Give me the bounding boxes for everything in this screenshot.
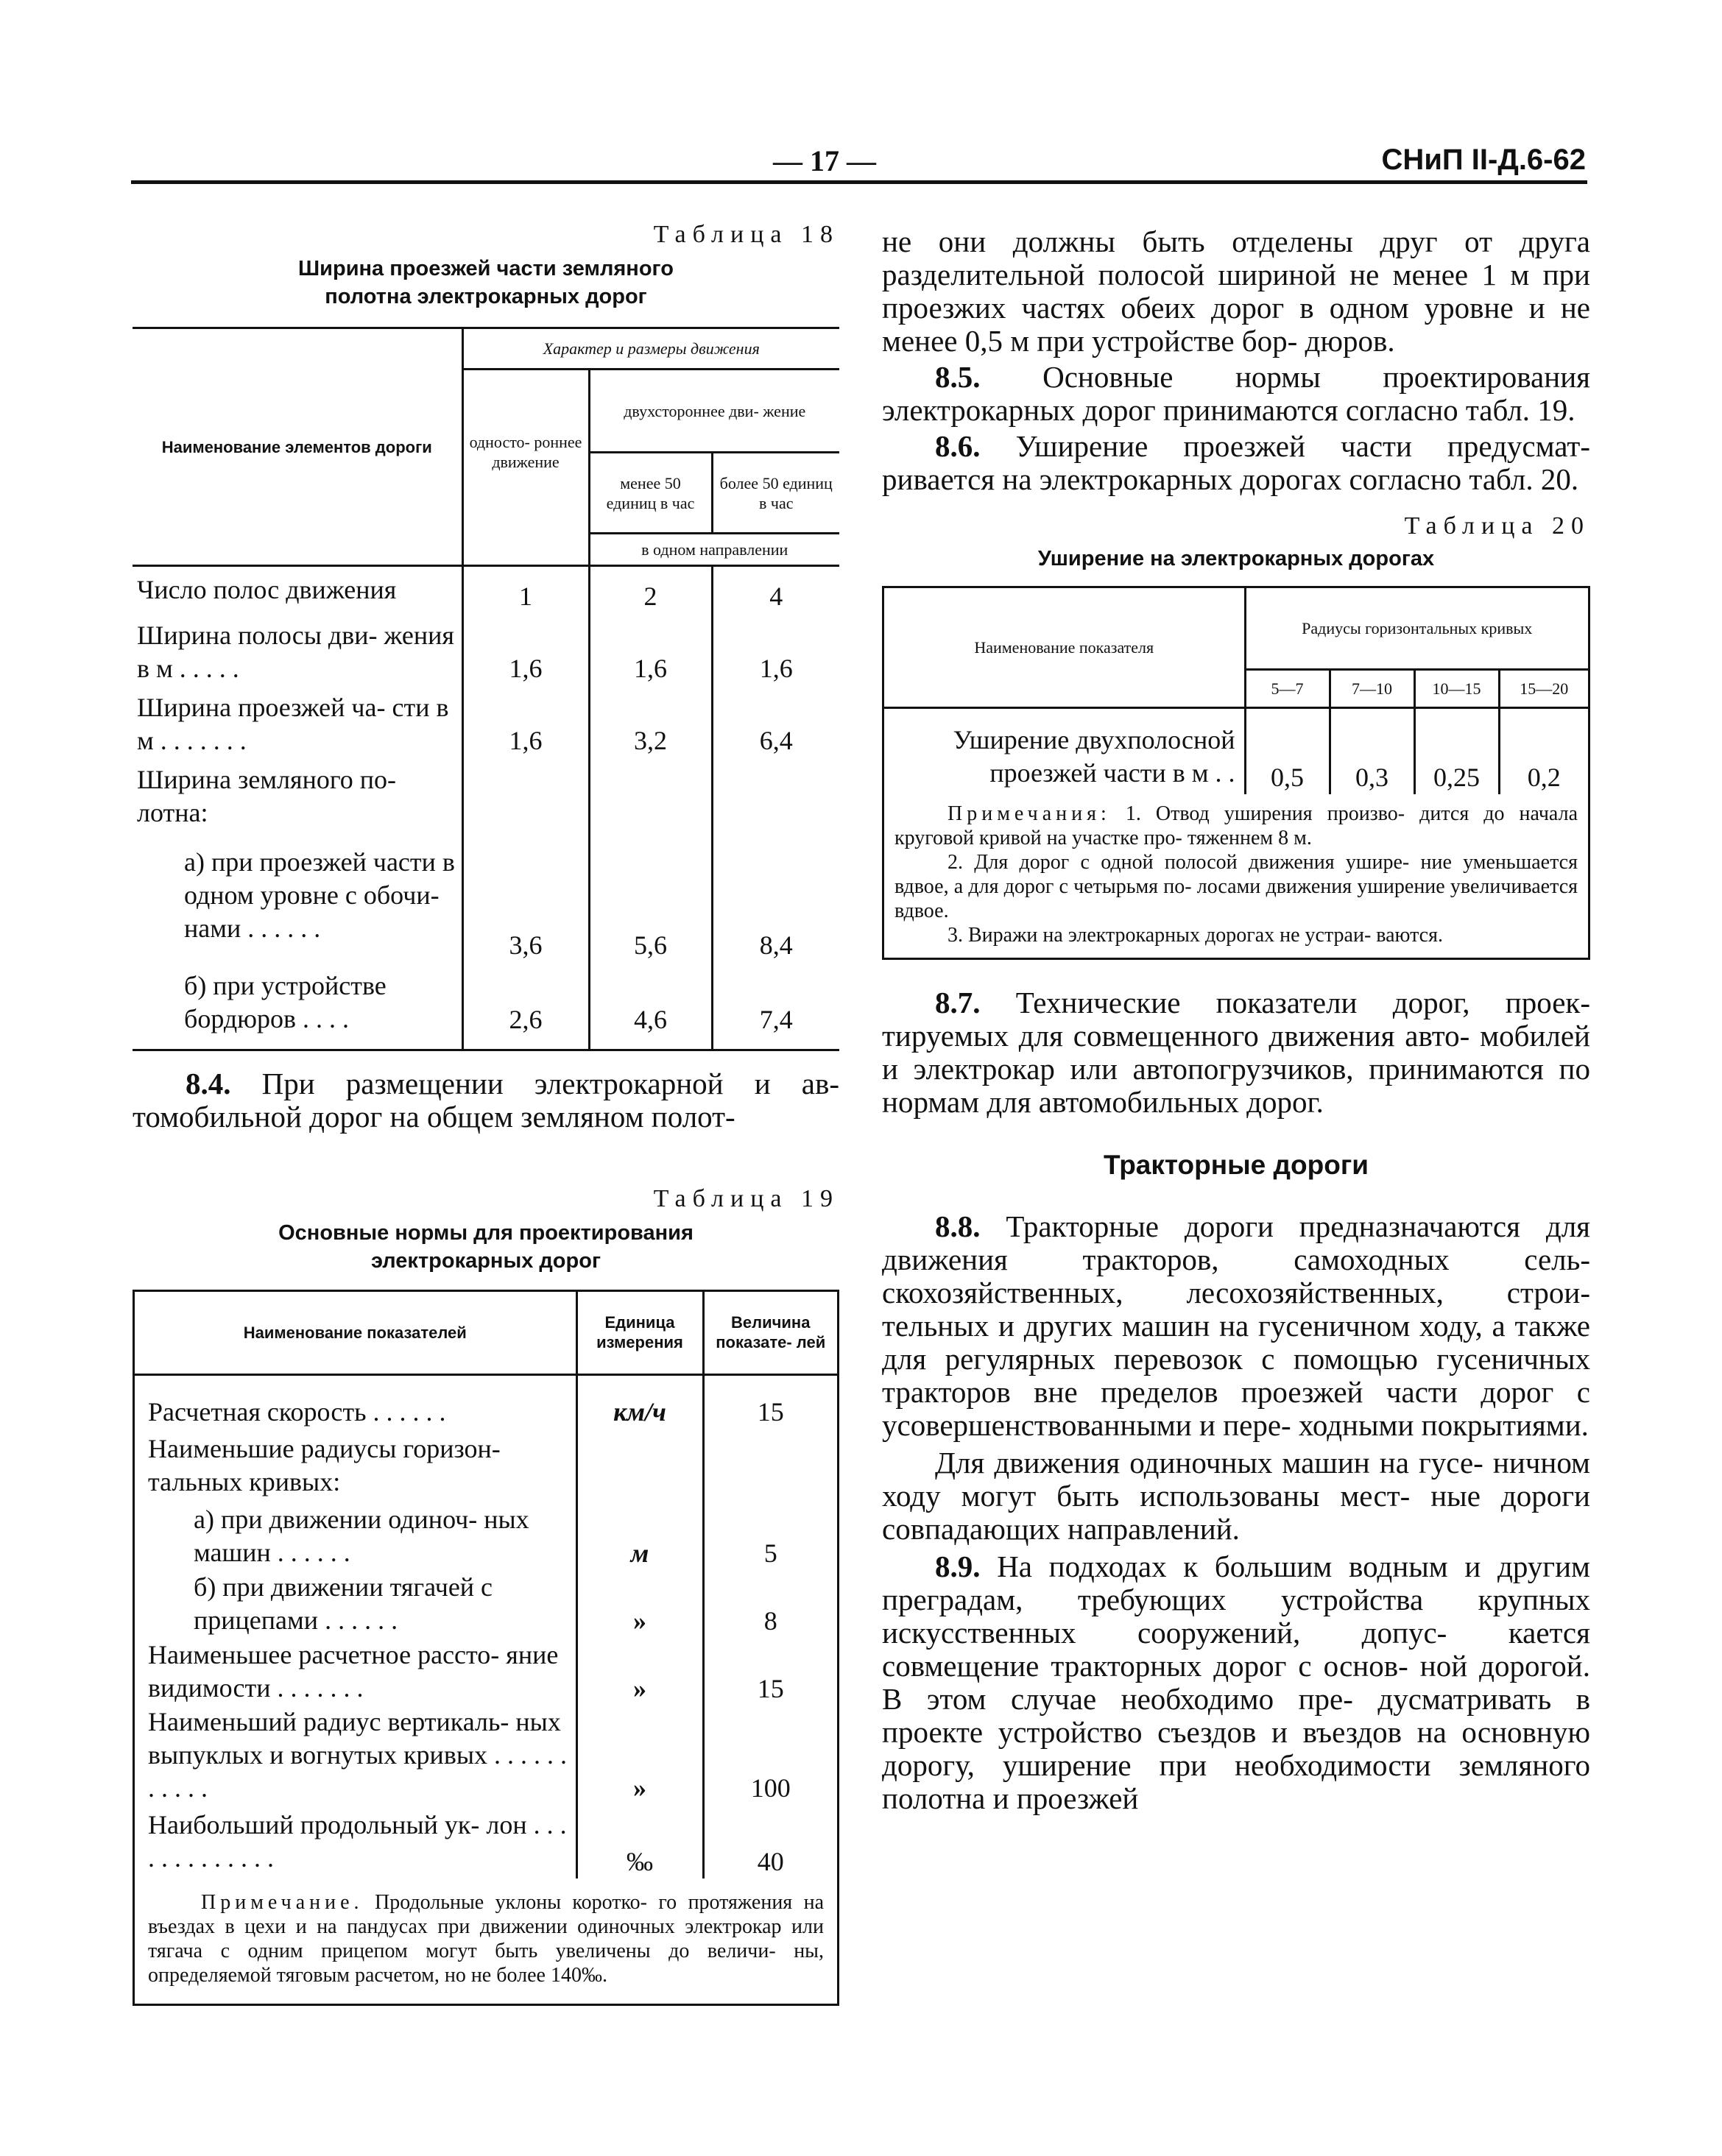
table19-caption: Таблица 19 (653, 1185, 839, 1212)
t18-cell (462, 757, 589, 830)
paragraph-8-4 (133, 1067, 839, 1134)
table-row (135, 1638, 837, 1706)
paragraph-continuation: не они должны быть отделены друг от друга разделительной полосой шириной не менее 1 м при проезжих частях обеих дорог в одном уровне и не менее 0,5 м при устройстве бор- дюров. (882, 225, 1590, 358)
left-column (133, 221, 839, 2006)
t18-cell: 1,6 (712, 613, 839, 685)
table19-title (133, 1219, 839, 1275)
table19-title-line1: Основные нормы для проектирования (278, 1221, 694, 1245)
table-row (135, 1706, 837, 1805)
t20-note-3: 3. Виражи на электрокарных дорогах не устраи- ваются. (948, 924, 1443, 947)
t18-head-group: Характер и размеры движения (462, 328, 839, 370)
t19-cell-unit (576, 1429, 703, 1502)
t20-cell: 0,3 (1330, 707, 1414, 794)
t19-head-name: Наименование показателей (243, 1323, 467, 1342)
table-row (133, 685, 839, 757)
t20-note-2: 2. Для дорог с одной полосой движения ушире- ние уменьшается вдвое, а для дорог с четырьмя по- лосами движения уширение увеличивается вдвое. (894, 851, 1578, 922)
t19-row-label: а) при движении одиноч- ных машин . . . . . . (194, 1505, 529, 1567)
paragraph-8-9 (882, 1550, 1590, 1815)
right-column (882, 225, 1590, 1815)
t19-cell-value: 5 (703, 1502, 837, 1570)
t20-head-c1: 5—7 (1245, 669, 1330, 707)
p84-text: При размещении электрокарной и ав- томобильной дорог на общем земляном полот- (133, 1067, 839, 1134)
t18-row-label: Ширина полосы дви- жения в м . . . . . (137, 620, 454, 683)
t20-cell: 0,2 (1499, 707, 1588, 794)
table20-title: Уширение на электрокарных дорогах (1037, 547, 1435, 570)
table-row (133, 830, 839, 962)
p85-text: Основные нормы проектирования электрокарных дорог принимаются согласно табл. 19. (882, 360, 1591, 427)
table19-title-line2: электрокарных дорог (370, 1249, 601, 1273)
t18-cell: 1,6 (589, 613, 712, 685)
p84-number: 8.4. (186, 1067, 231, 1100)
t18-cell: 2 (589, 566, 712, 613)
t18-row-label: Число полос движения (137, 574, 397, 604)
t18-row-label: Ширина проезжей ча- сти в м . . . . . . . (137, 692, 449, 755)
t20-row-label: Уширение двухполосной проезжей части в м . . (953, 725, 1235, 788)
t20-cell: 0,5 (1245, 707, 1330, 794)
table19-frame (133, 1290, 839, 2006)
t19-note-label: Примечание. (201, 1891, 364, 1914)
t18-head-one-way: односто- роннее движение (462, 370, 589, 534)
paragraph-8-5 (882, 361, 1590, 427)
table19-note (135, 1878, 837, 2004)
t18-cell: 6,4 (712, 685, 839, 757)
p89-text: На подходах к большим водным и другим преградам, требующих устройства крупных искусственных сооружений, допус- кается совмещение тракторных дорог с основ- ной дорогой. В этом случае необходимо пре- дусматривать в проекте устройство съездов и въездов на основную дорогу, уширение при необходимости земляного полотна и проезжей (882, 1549, 1590, 1815)
t19-row-label: Наименьшее расчетное рассто- яние видимости . . . . . . . (148, 1640, 559, 1703)
p89-number: 8.9. (935, 1549, 981, 1583)
page-number: — 17 — (773, 144, 876, 177)
table-row (133, 613, 839, 685)
t19-cell-value: 15 (703, 1638, 837, 1706)
t19-cell-value (703, 1429, 837, 1502)
t20-note1-text: 1. Отвод уширения произво- дится до начала круговой кривой на участке про- тяженнем 8 м. (894, 802, 1578, 849)
t18-cell: 7,4 (712, 962, 839, 1050)
t18-row-label: б) при устройстве бордюров . . . . (184, 970, 387, 1033)
table-row (135, 1374, 837, 1429)
t19-row-label: Наименьшие радиусы горизон- тальных кривых: (148, 1434, 501, 1496)
p87-text: Технические показатели дорог, проек- тируемых для совмещенного движения авто- мобилей и электрокар или автопогрузчиков, принимаются по нормам для автомобильных дорог. (882, 986, 1591, 1119)
t20-cell: 0,25 (1414, 707, 1499, 794)
t18-cell (589, 757, 712, 830)
t18-row-label: Ширина земляного по- лотна: (137, 764, 396, 827)
t19-cell-unit: м (576, 1502, 703, 1570)
t18-head-two-way: двухстороннее дви- жение (589, 370, 839, 453)
t18-head-more50: более 50 единиц в час (712, 453, 839, 534)
t18-cell: 1 (462, 566, 589, 613)
document-code: СНиП II-Д.6-62 (1381, 144, 1586, 176)
t19-head-unit: Единица измерения (576, 1292, 703, 1374)
p88-number: 8.8. (935, 1209, 981, 1243)
paragraph-8-8 (882, 1210, 1590, 1442)
t19-cell-value: 100 (703, 1706, 837, 1805)
table19 (135, 1292, 837, 1878)
t18-cell: 1,6 (462, 613, 589, 685)
t20-notes-label: Примечания: (948, 802, 1111, 825)
table-row (135, 1502, 837, 1570)
t18-cell: 5,6 (589, 830, 712, 962)
t19-head-value: Величина показате- лей (703, 1292, 837, 1374)
table18-caption: Таблица 18 (653, 221, 839, 248)
t19-cell-value: 8 (703, 1570, 837, 1638)
t20-note-1 (894, 802, 1578, 850)
table-row (884, 707, 1588, 794)
t18-cell: 3,6 (462, 830, 589, 962)
table-row (133, 566, 839, 613)
p86-text: Уширение проезжей части предусмат- ривается на электрокарных дорогах согласно табл. 20. (882, 429, 1591, 496)
p87-number: 8.7. (935, 986, 981, 1019)
table-row (135, 1429, 837, 1502)
p86-number: 8.6. (935, 429, 981, 463)
t18-cell: 3,2 (589, 685, 712, 757)
t19-row-label: Наименьший радиус вертикаль- ных выпуклых и вогнутых кривых . . . . . . . . . . . (148, 1707, 568, 1803)
table-row (133, 757, 839, 830)
table18 (133, 327, 839, 1051)
table20-caption: Таблица 20 (1404, 512, 1590, 540)
table-row (133, 962, 839, 1050)
paragraph-8-7 (882, 986, 1590, 1119)
t19-cell-unit: » (576, 1706, 703, 1805)
t19-cell-value: 40 (703, 1805, 837, 1878)
paragraph-8-8-b: Для движения одиночных машин на гусе- ничном ходу могут быть использованы мест- ные дороги совпадающих направлений. (882, 1446, 1590, 1546)
t18-cell: 1,6 (462, 685, 589, 757)
t19-cell-unit: км/ч (576, 1374, 703, 1429)
p85-number: 8.5. (935, 360, 981, 394)
table20-frame (882, 586, 1590, 960)
table20-notes (884, 794, 1588, 958)
t20-head-c3: 10—15 (1414, 669, 1499, 707)
t18-cell: 4,6 (589, 962, 712, 1050)
t19-note-text: Продольные уклоны коротко- го протяжения на въездах в цехи и на пандусах при движении одиночных электрокар или тягача с одним прицепом могут быть увеличены до величи- ны, определяемой тяговым расчетом, но не более 140‰. (148, 1891, 824, 1987)
table18-title-line2: полотна электрокарных дорог (325, 285, 647, 308)
header-rule (131, 180, 1587, 184)
t20-head-c2: 7—10 (1330, 669, 1414, 707)
table18-title-line1: Ширина проезжей части земляного (298, 257, 674, 280)
t19-row-label: б) при движении тягачей с прицепами . . . . . . (194, 1572, 493, 1635)
t18-cell: 2,6 (462, 962, 589, 1050)
t18-head-name: Наименование элементов дороги (161, 437, 432, 456)
table-row (135, 1570, 837, 1638)
t18-head-one-dir: в одном направлении (589, 534, 839, 566)
t18-cell: 4 (712, 566, 839, 613)
t18-cell (712, 757, 839, 830)
t20-head-c4: 15—20 (1499, 669, 1588, 707)
t19-cell-value: 15 (703, 1374, 837, 1429)
t19-cell-unit: » (576, 1638, 703, 1706)
table18-title (133, 255, 839, 311)
section-title: Тракторные дороги (1104, 1150, 1369, 1180)
t18-row-label: а) при проезжей части в одном уровне с обочи- нами . . . . . . (184, 847, 455, 943)
t20-head-name: Наименование показателя (974, 637, 1154, 657)
t19-row-label: Расчетная скорость . . . . . . (148, 1397, 446, 1427)
p88-text: Тракторные дороги предназначаются для движения тракторов, самоходных сель- скохозяйственных, лесохозяйственных, строи- тельных и других машин на гусеничном ходу, а также для регулярных перевозок с помощью гусеничных тракторов вне пределов проезжей части дорог с усовершенствованными и пере- ходными покрытиями. (882, 1209, 1591, 1442)
table20 (884, 588, 1588, 794)
t20-head-group: Радиусы горизонтальных кривых (1245, 588, 1588, 669)
t19-cell-unit: » (576, 1570, 703, 1638)
t18-cell: 8,4 (712, 830, 839, 962)
t19-row-label: Наибольший продольный ук- лон . . . . . . . . . . . . . (148, 1810, 567, 1873)
t18-head-less50: менее 50 единиц в час (589, 453, 712, 534)
table-row (135, 1805, 837, 1878)
paragraph-8-6 (882, 430, 1590, 496)
t19-cell-unit: ‰ (576, 1805, 703, 1878)
